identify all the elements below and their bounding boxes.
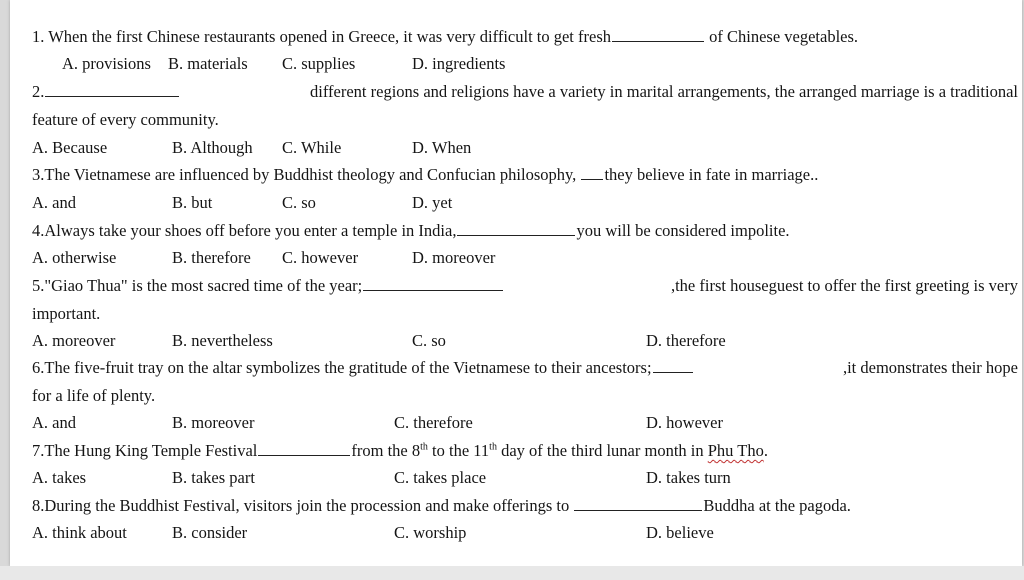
answer-blank-7[interactable] bbox=[258, 441, 350, 456]
answer-blank-4[interactable] bbox=[457, 221, 575, 236]
q6-option-d[interactable]: D. however bbox=[646, 413, 723, 432]
worksheet-page bbox=[10, 0, 1022, 566]
q3-option-d[interactable]: D. yet bbox=[412, 193, 453, 212]
answer-blank-6[interactable] bbox=[653, 358, 693, 373]
question-2-text-cont: feature of every community. bbox=[32, 110, 219, 129]
question-1-text: 1. When the first Chinese restaurants opened in Greece, it was very difficult to get fresh of Chinese vegetables. bbox=[32, 27, 859, 46]
q2-option-c[interactable]: C. While bbox=[282, 138, 342, 157]
q7-option-b[interactable]: B. takes part bbox=[172, 468, 255, 487]
question-6-text: 6.The five-fruit tray on the altar symbolizes the gratitude of the Vietnamese to their ancestors; ,it demonstrates their hope bbox=[32, 358, 1018, 377]
q4-option-d[interactable]: D. moreover bbox=[412, 248, 496, 267]
question-3-text: 3.The Vietnamese are influenced by Buddhist theology and Confucian philosophy, they believe in fate in marriage.. bbox=[32, 165, 819, 184]
q3-option-b[interactable]: B. but bbox=[172, 193, 213, 212]
answer-blank-1[interactable] bbox=[612, 27, 704, 42]
q8-option-c[interactable]: C. worship bbox=[394, 523, 467, 542]
question-7-text: 7.The Hung King Temple Festival from the 8th to the 11th day of the third lunar month in Phu Tho. bbox=[32, 441, 768, 460]
q7-option-a[interactable]: A. takes bbox=[32, 468, 87, 487]
spellcheck-underline: Phu Tho bbox=[707, 441, 764, 460]
q8-option-d[interactable]: D. believe bbox=[646, 523, 714, 542]
q1-option-b[interactable]: B. materials bbox=[168, 54, 248, 73]
question-8-text: 8.During the Buddhist Festival, visitors join the procession and make offerings to Buddha at the pagoda. bbox=[32, 496, 851, 515]
q4-option-a[interactable]: A. otherwise bbox=[32, 248, 117, 267]
q5-option-d[interactable]: D. therefore bbox=[646, 331, 726, 350]
q7-option-c[interactable]: C. takes place bbox=[394, 468, 487, 487]
question-4-text: 4.Always take your shoes off before you enter a temple in India, you will be considered impolite. bbox=[32, 221, 790, 240]
q2-option-a[interactable]: A. Because bbox=[32, 138, 108, 157]
q5-option-c[interactable]: C. so bbox=[412, 331, 446, 350]
q5-option-b[interactable]: B. nevertheless bbox=[172, 331, 273, 350]
q2-option-b[interactable]: B. Although bbox=[172, 138, 253, 157]
page-bottom-edge bbox=[0, 566, 1024, 580]
q4-option-b[interactable]: B. therefore bbox=[172, 248, 251, 267]
q6-option-a[interactable]: A. and bbox=[32, 413, 76, 432]
q6-option-c[interactable]: C. therefore bbox=[394, 413, 473, 432]
q3-option-c[interactable]: C. so bbox=[282, 193, 316, 212]
answer-blank-5[interactable] bbox=[363, 276, 503, 291]
q7-option-d[interactable]: D. takes turn bbox=[646, 468, 731, 487]
q4-option-c[interactable]: C. however bbox=[282, 248, 359, 267]
question-5-text-cont: important. bbox=[32, 304, 101, 323]
answer-blank-2[interactable] bbox=[45, 82, 179, 97]
question-2-text: 2. different regions and religions have a variety in marital arrangements, the arranged marriage is a traditional bbox=[32, 82, 1018, 101]
question-5-text: 5."Giao Thua" is the most sacred time of the year; ,the first houseguest to offer the first greeting is very bbox=[32, 276, 1018, 295]
q1-option-d[interactable]: D. ingredients bbox=[412, 54, 506, 73]
answer-blank-3[interactable] bbox=[581, 165, 603, 180]
q8-option-b[interactable]: B. consider bbox=[172, 523, 248, 542]
q6-option-b[interactable]: B. moreover bbox=[172, 413, 255, 432]
question-6-text-cont: for a life of plenty. bbox=[32, 386, 156, 405]
q1-option-c[interactable]: C. supplies bbox=[282, 54, 356, 73]
q8-option-a[interactable]: A. think about bbox=[32, 523, 127, 542]
q1-option-a[interactable]: A. provisions bbox=[62, 54, 151, 73]
q2-option-d[interactable]: D. When bbox=[412, 138, 472, 157]
answer-blank-8[interactable] bbox=[574, 496, 702, 511]
q3-option-a[interactable]: A. and bbox=[32, 193, 76, 212]
q5-option-a[interactable]: A. moreover bbox=[32, 331, 116, 350]
